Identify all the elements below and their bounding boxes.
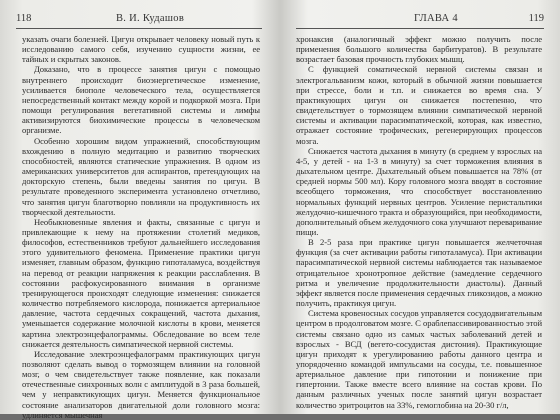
right-page-number: 119: [528, 13, 544, 24]
paragraph: Система кровеносных сосудов управляется сосудодвигательным центром в продолговатом мозге. С ораблепассивированностью этой системы связано одно из самых частых заболеваний детей и взрослых - ВСД (вегето-сосудистая дистония). Практикующие цигун приходят к урегулированию работы данного центра и упорядоченно командой импульсами на сосуды, т.е. повышенное артериальное давление при гипотонии и понижение при гипертонии. Также вместе всего влияние на состав крови. По данным различных ученых после занятий цигун возрастает количество эритроцитов на 33%, гемоглобина на 20-30 г/л,: [296, 308, 542, 410]
right-page-header: [296, 12, 544, 26]
paragraph: указать очаги болезней. Цигун открывает человеку новый путь к исследованию самого себя, изучению сущности жизни, ее тайных и скрытых законов.: [22, 34, 260, 65]
paragraph: Необыкновенные явления и факты, связанные с цигун и привлекающие к нему на протяжении столетий медиков, философов, естественников требуют дальнейшего исследования этого удивительного феномена. Применение практики цигун изменяет, главным образом, функцию гипоталамуса, воздействуя на перевод от реакции напряжения к реакции расслабления. В состоянии расфокусированного внимания в организме тренирующегося происходят следующие изменения: снижается количество потребляемого кислорода, понижается артериальное давление, частота сердечных сокращений, частота дыхания, уменьшается содержание молочной кислоты в крови, меняется картина электроэнцефалограммы. Обследование во всем теле снижается деятельность симпатической нервной системы.: [22, 216, 260, 349]
paragraph: хронаксия (аналогичный эффект можно получить после применения большого количества барбитуратов). В результате возрастает базовая прочность глубоких мышц.: [296, 34, 542, 65]
right-page: [282, 0, 560, 414]
right-page-text: [296, 34, 542, 410]
left-page-text: [22, 34, 260, 420]
right-running-title: ГЛАВА 4: [414, 13, 458, 24]
left-page-number: 118: [16, 13, 32, 24]
paragraph: Особенно хорошим видом упражнений, способствующим вхождению в полную медитацию и развитию творческих способностей, являются статические упражнения. В одном из американских университетов для аспирантов, претендующих на докторскую степень, были введены занятия по цигун. В результате проведенного эксперимента установлено отчетливо, что занятия цигун благотворно повлияли на продуктивность их творческой деятельности.: [22, 135, 260, 217]
right-header-rule: [296, 28, 544, 29]
paragraph: С функцией соматической нервной системы связан и электрогальванизм кожи, который в обычной жизни повышается при стрессе, боли и т.п. и снижается во время сна. У практикующих цигун он снижается постепенно, что свидетельствует о тормозящем влиянии симпатической нервной системы и активации парасимпатической, которая, как известно, отражает состояние трофических, регенерирующих процессов мозга.: [296, 64, 542, 146]
left-running-title: В. И. Кудашов: [116, 13, 185, 24]
paragraph: Снижается частота дыхания в минуту (в среднем у взрослых на 4-5, у детей - на 1-3 в минуту) за счет торможения влияния в дыхательном центре. Дыхательный объем повышается на 78% (от средней нормы 500 мл). Кору головного мозга вводят в состояние всеобщего торможения, что способствует восстановлению нормальных функций нервных центров. Усиление перистальтики желудочно-кишечного тракта и образующийся, при необходимости, дополнительный объем желудочного сока улучшают переваривание пищи.: [296, 145, 542, 237]
paragraph: Исследование электроэнцефалограмм практикующих цигун позволяют сделать вывод о тормозящем влиянии на головной мозг, о чем свидетельствует также появление, как показали отечественные синхронных волн с амплитудой в 3 раза большей, чем у неправктикующих цигун. Меняется функциональное состояние анализаторов двигательной доли головного мозга: удлиняется мышечная: [22, 348, 260, 420]
paragraph: В 2-5 раза при практике цигун повышается желчеточная функция (за счет активации работы гипоталамуса). При активации парасимпатической нервной системы наблюдается так называемое отрицательное хронотропное действие (замедление сердечного ритма и увеличение продолжительности диастолы). Данный эффект является после применения сердечных гликозидов, а можно получить, практикуя цигун.: [296, 237, 542, 309]
left-page-header: [16, 12, 262, 26]
paragraph: Доказано, что в процессе занятия цигун с помощью внутреннего происходит биоэнергетическое изменение, усиливается биополе человеческого тела, осуществляется непосредственный контакт между корой и подкоркой мозга. При помощи регулирования вегетативной системы и лимфы активизируются биохимические процессы в человеческом организме.: [22, 64, 260, 136]
left-header-rule: [16, 28, 262, 29]
